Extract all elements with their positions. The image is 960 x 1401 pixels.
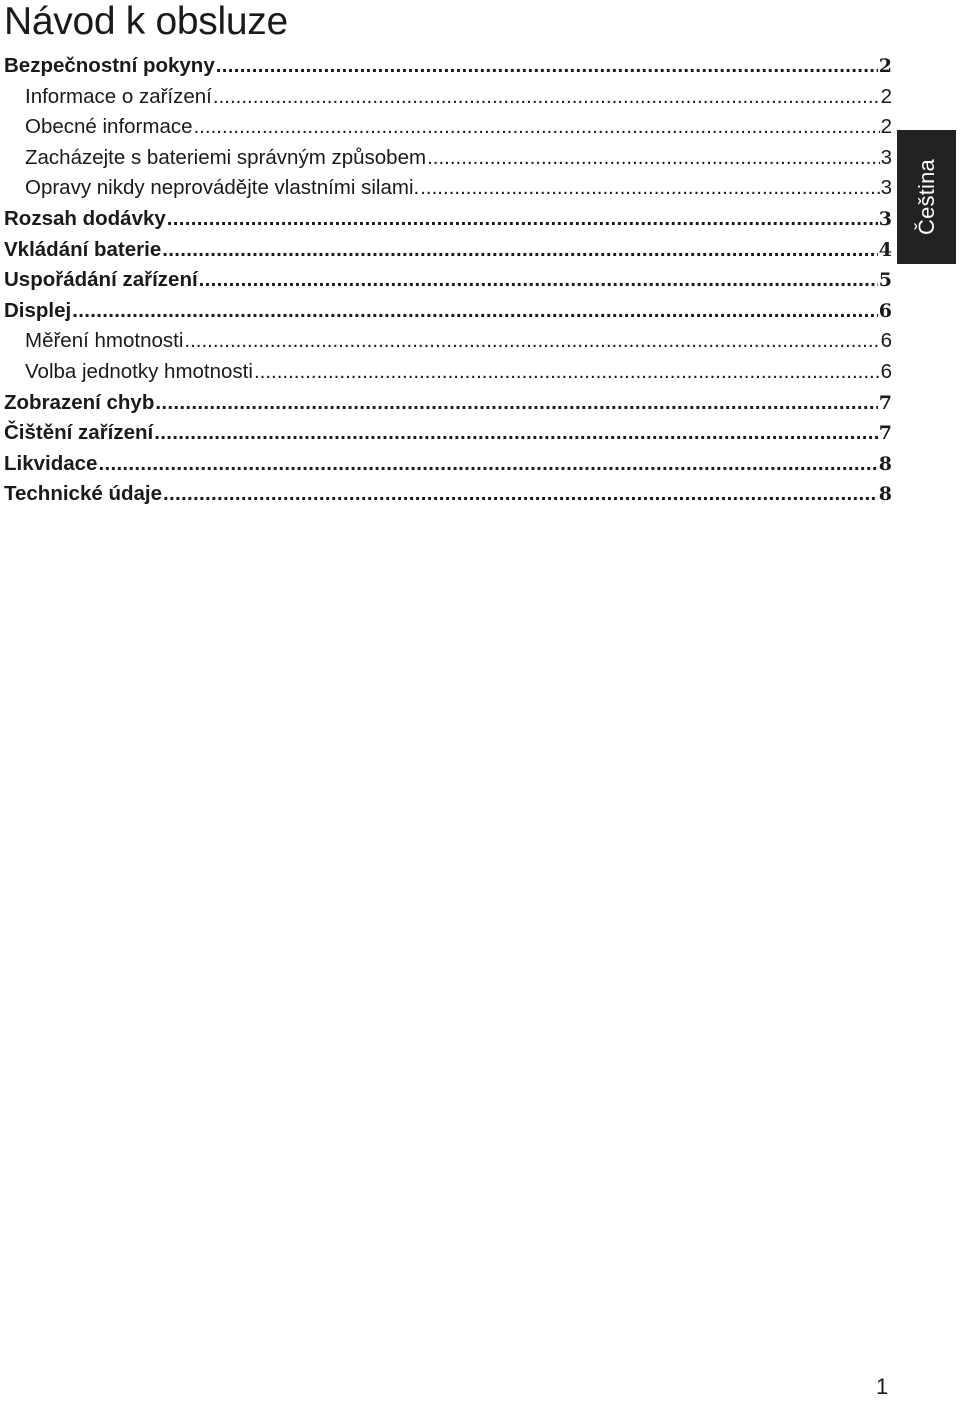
toc-entry-page: 6 [880,329,892,353]
toc-leader-dots [199,268,878,292]
page-title: Návod k obsluze [4,0,288,43]
toc-entry-page: 3 [880,176,892,200]
toc-entry-label: Měření hmotnosti [25,329,184,353]
toc-entry-page: 8 [878,483,892,506]
toc-entry-page: 4 [878,238,892,261]
toc-entry-page: 7 [878,422,892,445]
toc-leader-dots [427,146,880,170]
toc-entry-label: Rozsah dodávky [4,206,166,230]
toc-entry[interactable] [4,482,892,513]
toc-entry-page: 6 [878,299,892,322]
toc-leader-dots [254,360,880,384]
toc-leader-dots [420,176,879,200]
toc-entry-page: 8 [878,452,892,475]
page-number: 1 [876,1374,889,1399]
toc-entry[interactable] [4,299,892,330]
toc-entry-label: Čištění zařízení [4,421,154,445]
toc-entry-page: 3 [878,207,892,230]
toc-entry[interactable] [4,176,892,207]
toc-entry-label: Zacházejte s bateriemi správným způsobem [25,145,427,169]
toc-entry-label: Informace o zařízení [25,84,212,108]
toc-entry[interactable] [4,452,892,483]
toc-entry[interactable] [4,268,892,299]
toc-entry[interactable] [4,238,892,269]
toc-entry-label: Technické údaje [4,482,162,506]
toc-leader-dots [72,299,878,323]
toc-leader-dots [98,452,877,476]
toc-entry-label: Volba jednotky hmotnosti [25,359,253,383]
toc-entry-page: 2 [878,55,892,77]
toc-leader-dots [194,115,880,139]
toc-entry-label: Zobrazení chyb [4,390,155,414]
toc-leader-dots [162,238,878,262]
toc-leader-dots [155,391,877,415]
toc-entry[interactable] [4,146,892,177]
toc-entry-label: Obecné informace [25,115,193,139]
toc-entry[interactable] [4,85,892,116]
toc-leader-dots [167,207,878,231]
toc-entry-label: Vkládání baterie [4,237,162,261]
toc-leader-dots [163,482,878,506]
toc-entry-page: 6 [880,359,892,383]
toc-entry[interactable] [4,329,892,360]
toc-entry[interactable] [4,421,892,452]
toc-entry-label: Opravy nikdy neprovádějte vlastními silami. [25,176,420,200]
table-of-contents [4,54,892,513]
toc-entry-page: 2 [880,115,892,139]
language-tab-label: Čeština [913,159,939,235]
toc-leader-dots [184,329,879,353]
toc-entry-label: Displej [4,298,72,322]
toc-entry-page: 2 [880,84,892,108]
toc-entry[interactable] [4,115,892,146]
toc-entry-page: 5 [878,269,892,292]
toc-entry-page: 3 [880,145,892,169]
toc-entry-label: Likvidace [4,451,98,475]
toc-entry[interactable] [4,54,892,85]
toc-entry-page: 7 [878,391,892,414]
toc-leader-dots [213,85,880,109]
toc-leader-dots [216,54,878,78]
toc-entry[interactable] [4,360,892,391]
language-tab [897,130,956,264]
toc-entry-label: Uspořádání zařízení [4,268,198,292]
toc-leader-dots [154,421,878,445]
toc-entry-label: Bezpečnostní pokyny [4,54,215,77]
toc-entry[interactable] [4,391,892,422]
toc-entry[interactable] [4,207,892,238]
